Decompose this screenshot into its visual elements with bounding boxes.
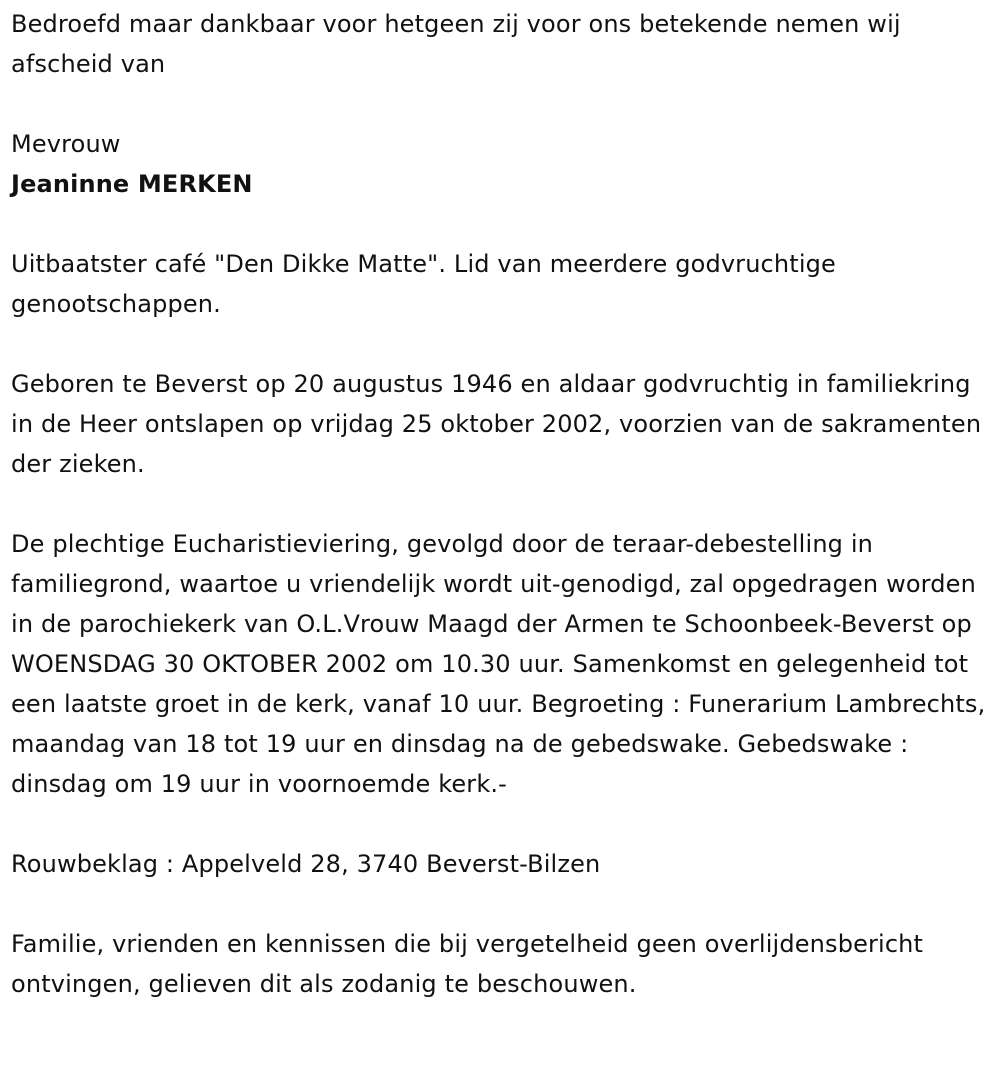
deceased-name: Jeaninne MERKEN — [11, 170, 253, 198]
birth-death-text: Geboren te Beverst op 20 augustus 1946 en aldaar godvruchtig in familiekring in de Heer ontslapen op vrijdag 25 oktober 2002, voorzien van de sakramenten der zieken. — [11, 370, 982, 478]
ceremony-text: De plechtige Eucharistieviering, gevolgd door de teraar-debestelling in familiegrond, waartoe u vriendelijk wordt uit-genodigd, zal opgedragen worden in de parochiekerk van O.L.Vrouw Maagd der Armen te Schoonbeek-Beverst op WOENSDAG 30 OKTOBER 2002 om 10.30 uur. Samenkomst en gelegenheid tot een laatste groet in de kerk, vanaf 10 uur. Begroeting : Funerarium Lambrechts, maandag van 18 tot 19 uur en dinsdag na de gebedswake. Gebedswake : dinsdag om 19 uur in voornoemde kerk.- — [11, 530, 986, 798]
salutation: Mevrouw — [11, 130, 121, 158]
occupation-text: Uitbaatster café "Den Dikke Matte". Lid van meerdere godvruchtige genootschappen. — [11, 250, 836, 318]
intro-text: Bedroefd maar dankbaar voor hetgeen zij voor ons betekende nemen wij afscheid van — [11, 10, 901, 78]
condolences-address: Rouwbeklag : Appelveld 28, 3740 Beverst-Bilzen — [11, 850, 601, 878]
closing-note: Familie, vrienden en kennissen die bij vergetelheid geen overlijdensbericht ontvingen, gelieven dit als zodanig te beschouwen. — [11, 930, 924, 998]
